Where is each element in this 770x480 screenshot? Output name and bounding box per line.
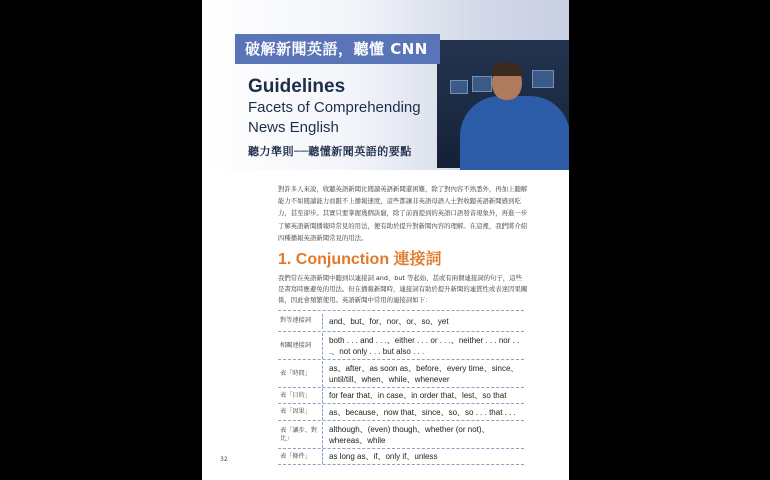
row-value: both . . . and . . .、either . . . or . . .、neither . . . nor . . .、not only . . . but also . . . [322, 333, 524, 359]
row-value: for fear that、in case、in order that、lest、so that [322, 388, 524, 403]
section-paragraph: 我們常在英語新聞中聽到以連接詞 and、but 等起始、甚或有兩個連接詞的句子，這些是書寫時應避免的用法。但在播報新聞時，連接詞有助於提升新聞的連貫性或表達因果關係，因此會頻繁使用。英語新聞中常用的連接詞如下： [278, 274, 528, 304]
anchor-figure [460, 96, 569, 170]
row-label: 對等連接詞 [280, 317, 311, 324]
intro-paragraph: 對許多人來說，收聽英語新聞比閱讀英語新聞還困難，除了對內容不熟悉外，再加上聽解能力不如閱讀能力而跟不上播報速度，這些都讓非英語母語人士對收聽英語新聞感到吃力，甚至卻步。其實只要掌握幾個訣竅，除了前面提到的英語口語發音現象外，再進一步了解英語新聞播報時常見的用法，便有助於提升對新聞內容的理解。在這裡，我們將介紹四種播報英語新聞常見的用法。 [278, 185, 528, 242]
table-row [278, 311, 524, 332]
table-row [278, 421, 524, 449]
conjunction-table [278, 310, 524, 465]
row-value: and、but、for、nor、or、so、yet [322, 314, 524, 329]
table-row [278, 388, 524, 404]
section-heading: 1. Conjunction 連接詞 [278, 251, 442, 268]
row-label: 表「因果」 [280, 408, 311, 415]
row-label: 表「條件」 [280, 452, 311, 460]
table-row [278, 404, 524, 421]
book-page [202, 0, 569, 480]
row-value: as long as、if、only if、unless [322, 449, 524, 464]
subtitle-chinese: 聽力準則──聽懂新聞英語的要點 [248, 145, 412, 158]
row-value: as、because、now that、since、so、so . . . that . . . [322, 405, 524, 420]
anchor-hair [492, 62, 522, 76]
subtitle-line-1: Facets of Comprehending [248, 99, 421, 116]
subtitle-line-2: News English [248, 119, 339, 136]
row-value: although、(even) though、whether (or not)、whereas、while [322, 422, 524, 448]
monitor-icon [472, 76, 492, 92]
row-label: 表「讓步、對比」 [280, 426, 318, 442]
page-title: Guidelines [248, 76, 346, 97]
row-label: 表「目的」 [280, 391, 311, 399]
page-number: 32 [220, 456, 228, 463]
chapter-banner: 破解新聞英語，聽懂 CNN [235, 34, 440, 64]
row-value: as、after、as soon as、before、every time、since、until/till、when、while、whenever [322, 361, 524, 387]
table-row [278, 360, 524, 388]
table-row [278, 449, 524, 465]
table-row [278, 332, 524, 360]
monitor-icon [450, 80, 468, 94]
monitor-icon [532, 70, 554, 88]
row-label: 相關連接詞 [280, 341, 311, 349]
row-label: 表「時間」 [280, 369, 311, 377]
